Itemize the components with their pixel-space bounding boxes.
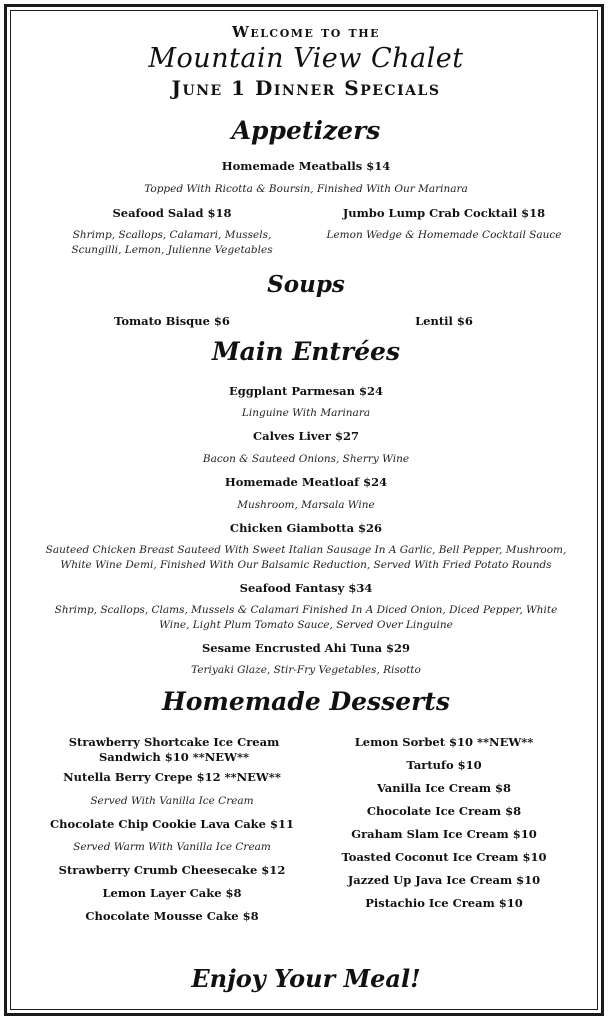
menu-item-name: Chocolate Ice Cream $8	[366, 804, 522, 818]
menu-item-name: Seafood Fantasy $34	[239, 581, 373, 595]
menu-item-desc: Topped With Ricotta & Boursin, Finished With Our Marinara	[144, 183, 468, 195]
menu-item-desc: Served Warm With Vanilla Ice Cream	[73, 841, 271, 853]
menu-item-name: Calves Liver $27	[253, 429, 359, 443]
desserts-heading: Homemade Desserts	[162, 687, 450, 716]
entrees-heading: Main Entrées	[211, 337, 401, 366]
welcome-heading: Welcome to the	[231, 23, 381, 41]
menu-item-desc: Sauteed Chicken Breast Sauteed With Sweet Italian Sausage In A Garlic, Bell Pepper, Mushroom, White Wine Demi, Finished With Our Balsamic Reduction, Served With Fried Potato Rounds	[45, 544, 567, 571]
menu-item-name: Graham Slam Ice Cream $10	[351, 827, 537, 841]
specials-heading: June 1 Dinner Specials	[171, 76, 441, 100]
menu-item-name: Lemon Sorbet $10 **NEW**	[354, 735, 534, 749]
menu-item-name: Tomato Bisque $6	[114, 314, 230, 328]
menu-item-desc: Bacon & Sauteed Onions, Sherry Wine	[202, 453, 410, 465]
menu-item-name: Homemade Meatballs $14	[221, 159, 391, 173]
menu-item-name: Pistachio Ice Cream $10	[365, 896, 523, 910]
menu-item-name: Vanilla Ice Cream $8	[376, 781, 512, 795]
menu-item-name: Chocolate Mousse Cake $8	[85, 909, 259, 923]
menu-item-name: Lemon Layer Cake $8	[102, 886, 242, 900]
menu-item-name: Jumbo Lump Crab Cocktail $18	[342, 206, 546, 220]
menu-item-name: Homemade Meatloaf $24	[224, 475, 388, 489]
menu-item-desc: Mushroom, Marsala Wine	[237, 499, 375, 511]
menu-item-name: Seafood Salad $18	[112, 206, 232, 220]
menu-item-desc: Linguine With Marinara	[241, 407, 371, 419]
menu-item-name: Lentil $6	[415, 314, 473, 328]
menu-item-desc: Lemon Wedge & Homemade Cocktail Sauce	[326, 229, 562, 241]
footer-message: Enjoy Your Meal!	[191, 964, 421, 993]
restaurant-name: Mountain View Chalet	[148, 43, 464, 74]
menu-page	[14, 14, 598, 1010]
menu-item-name: Sesame Encrusted Ahi Tuna $29	[201, 641, 411, 655]
appetizers-heading: Appetizers	[231, 116, 381, 145]
menu-item-name: Nutella Berry Crepe $12 **NEW**	[63, 770, 281, 784]
menu-item-name: Chicken Giambotta $26	[229, 521, 383, 535]
menu-item-desc: Teriyaki Glaze, Stir-Fry Vegetables, Risotto	[191, 664, 421, 676]
soups-heading: Soups	[267, 271, 345, 298]
menu-item-name: Eggplant Parmesan $24	[228, 384, 383, 398]
menu-item-name: Toasted Coconut Ice Cream $10	[341, 850, 547, 864]
menu-item-desc: Shrimp, Scallops, Clams, Mussels & Calamari Finished In A Diced Onion, Diced Pepper, White Wine, Light Plum Tomato Sauce, Served Over Linguine	[54, 604, 558, 631]
menu-item-name: Tartufo $10	[406, 758, 482, 772]
menu-item-name: Jazzed Up Java Ice Cream $10	[347, 873, 541, 887]
menu-item-name: Strawberry Shortcake Ice Cream Sandwich $10 **NEW**	[68, 735, 280, 764]
menu-item-desc: Served With Vanilla Ice Cream	[90, 795, 254, 807]
menu-item-name: Chocolate Chip Cookie Lava Cake $11	[50, 817, 294, 831]
menu-item-name: Strawberry Crumb Cheesecake $12	[58, 863, 286, 877]
menu-item-desc: Shrimp, Scallops, Calamari, Mussels, Scungilli, Lemon, Julienne Vegetables	[71, 229, 273, 256]
